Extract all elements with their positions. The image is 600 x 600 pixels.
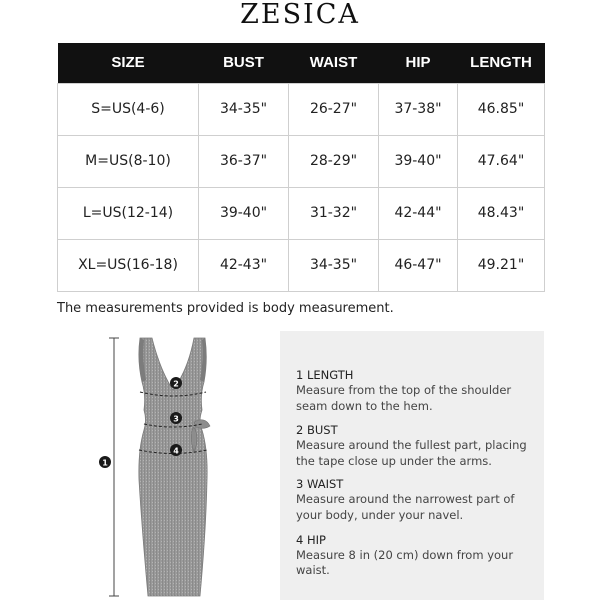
dress-shape	[139, 338, 207, 596]
guide-item-title: 2 BUST	[296, 423, 338, 437]
table-row	[58, 83, 545, 135]
cell-size: L=US(12-14)	[58, 187, 199, 239]
marker-4	[170, 444, 182, 456]
svg-text:2: 2	[173, 379, 179, 389]
cell-hip: 39-40"	[379, 135, 458, 187]
cell-hip: 42-44"	[379, 187, 458, 239]
guide-item-hip	[296, 533, 536, 578]
cell-length: 49.21"	[458, 239, 545, 291]
guide-item-title: 4 HIP	[296, 533, 326, 547]
cell-waist: 26-27"	[289, 83, 379, 135]
dress-figure	[90, 330, 270, 600]
cell-waist: 31-32"	[289, 187, 379, 239]
cell-size: M=US(8-10)	[58, 135, 199, 187]
guide-item-title: 1 LENGTH	[296, 368, 354, 382]
cell-bust: 39-40"	[199, 187, 289, 239]
header-size: SIZE	[58, 43, 199, 83]
marker-1	[99, 456, 111, 468]
table-header-row	[58, 43, 545, 83]
guide-item-desc-line: the tape close up under the arms.	[296, 454, 492, 468]
length-measure-line	[109, 338, 119, 596]
cell-hip: 37-38"	[379, 83, 458, 135]
cell-bust: 42-43"	[199, 239, 289, 291]
guide-item-desc-line: your body, under your navel.	[296, 508, 464, 522]
cell-length: 48.43"	[458, 187, 545, 239]
guide-item-length	[296, 368, 536, 414]
measurement-guide-panel	[280, 331, 544, 600]
cell-length: 46.85"	[458, 83, 545, 135]
cell-bust: 36-37"	[199, 135, 289, 187]
guide-item-desc-line: Measure 8 in (20 cm) down from your waist.	[296, 548, 514, 577]
svg-text:3: 3	[173, 414, 179, 424]
table-row	[58, 187, 545, 239]
guide-item-bust	[296, 423, 536, 469]
cell-waist: 34-35"	[289, 239, 379, 291]
cell-waist: 28-29"	[289, 135, 379, 187]
guide-item-desc-line: seam down to the hem.	[296, 399, 433, 413]
cell-bust: 34-35"	[199, 83, 289, 135]
svg-text:4: 4	[173, 446, 179, 456]
marker-2	[170, 377, 182, 389]
size-chart-table	[57, 43, 545, 292]
guide-item-title: 3 WAIST	[296, 477, 344, 491]
guide-item-desc-line: Measure around the fullest part, placing	[296, 438, 527, 452]
guide-item-waist	[296, 477, 536, 523]
table-row	[58, 239, 545, 291]
measurement-note: The measurements provided is body measurement.	[57, 301, 394, 316]
svg-text:1: 1	[102, 458, 108, 468]
cell-hip: 46-47"	[379, 239, 458, 291]
guide-item-desc-line: Measure around the narrowest part of	[296, 492, 515, 506]
header-waist: WAIST	[289, 43, 379, 83]
header-bust: BUST	[199, 43, 289, 83]
header-hip: HIP	[379, 43, 458, 83]
brand-logo: ZESICA	[240, 0, 360, 30]
marker-3	[170, 412, 182, 424]
cell-length: 47.64"	[458, 135, 545, 187]
cell-size: S=US(4-6)	[58, 83, 199, 135]
cell-size: XL=US(16-18)	[58, 239, 199, 291]
table-row	[58, 135, 545, 187]
header-length: LENGTH	[458, 43, 545, 83]
dress-illustration	[90, 330, 270, 600]
guide-item-desc-line: Measure from the top of the shoulder	[296, 383, 512, 397]
